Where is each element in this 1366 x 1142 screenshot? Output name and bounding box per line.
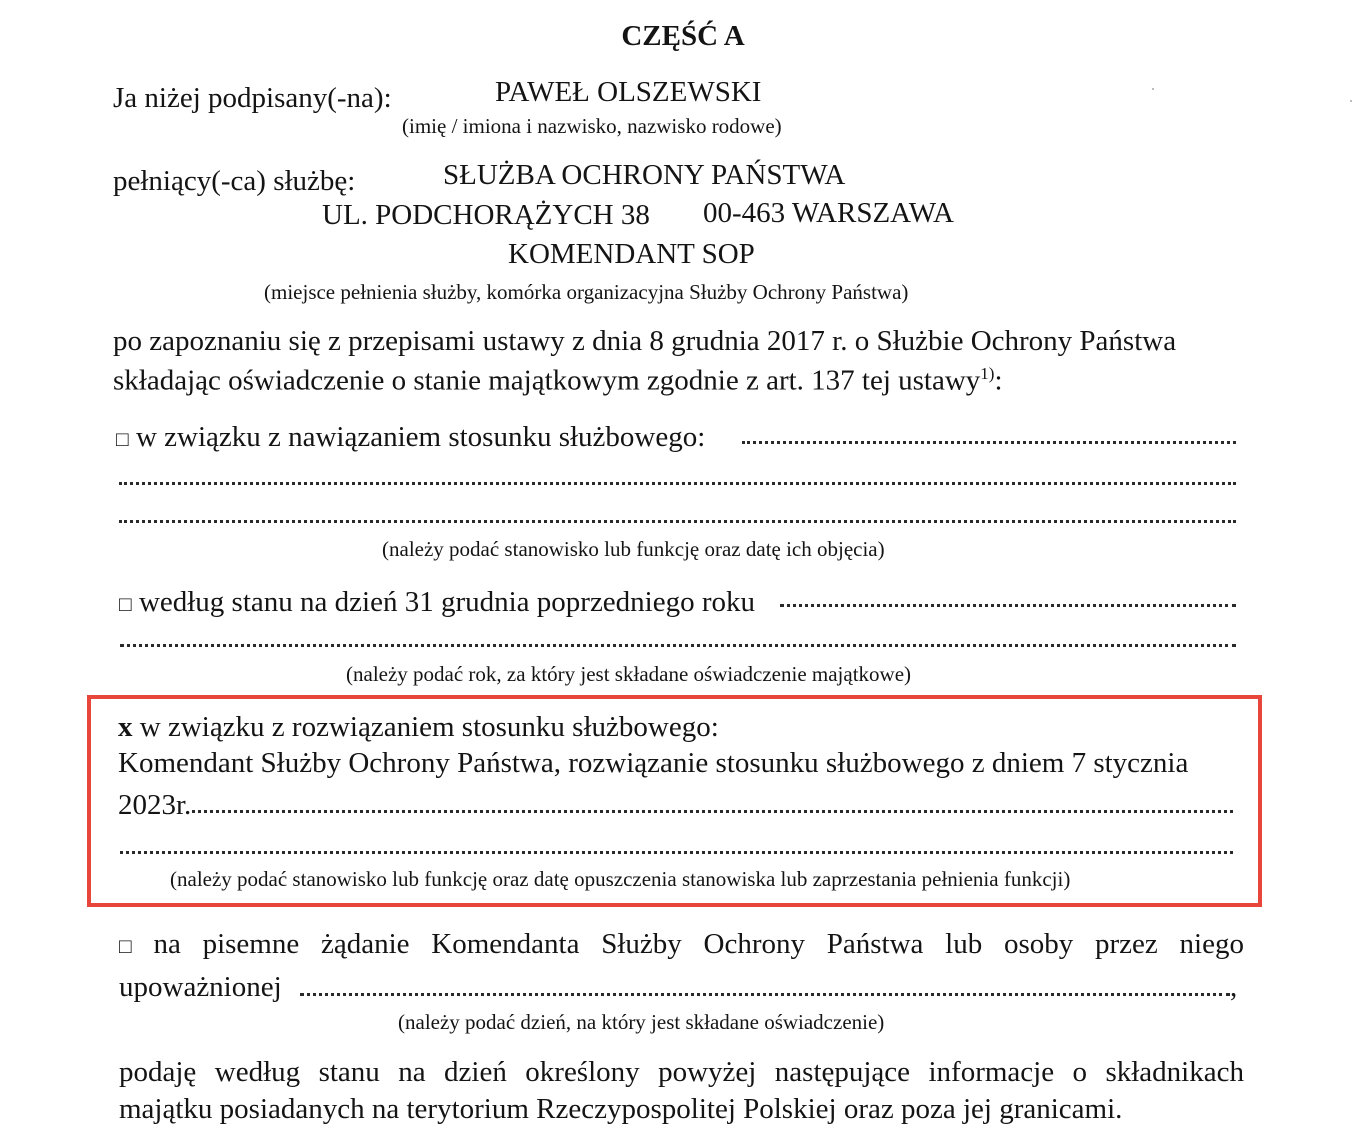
request-comma: , [1230, 971, 1238, 1003]
declarant-label: Ja niżej podpisany(-na): [113, 82, 392, 114]
dotted-line [119, 482, 1236, 485]
declarant-name: PAWEŁ OLSZEWSKI [495, 76, 762, 108]
request-word: żądanie [320, 928, 410, 960]
closing-word: według [214, 1056, 301, 1088]
dotted-line [120, 851, 1233, 854]
option-request [119, 928, 1244, 961]
termination-value-line-1: Komendant Służby Ochrony Państwa, rozwiązanie stosunku służbowego z dniem 7 stycznia [118, 747, 1189, 779]
checkbox-checked-icon: x [118, 711, 133, 743]
option-start-label: w związku z nawiązaniem stosunku służbowego: [135, 421, 706, 453]
dotted-line [119, 520, 1236, 523]
option-year-end-label: według stanu na dzień 31 grudnia poprzedniego roku [138, 586, 756, 618]
service-position: KOMENDANT SOP [508, 238, 755, 270]
intro-colon: : [994, 364, 1003, 397]
request-word: Komendanta [431, 928, 580, 960]
closing-word: stanu [318, 1056, 380, 1088]
service-unit: SŁUŻBA OCHRONY PAŃSTWA [443, 159, 846, 191]
service-caption: (miejsce pełnienia służby, komórka organizacyjna Służby Ochrony Państwa) [264, 280, 909, 304]
request-label-line-2: upoważnionej [119, 971, 282, 1003]
closing-word: określony [525, 1056, 640, 1088]
option-year-end-caption: (należy podać rok, za który jest składane oświadczenie majątkowe) [346, 662, 912, 686]
dotted-line [780, 604, 1236, 607]
option-request-caption: (należy podać dzień, na który jest składane oświadczenie) [398, 1010, 885, 1034]
request-word: przez [1095, 928, 1158, 960]
closing-line-2: majątku posiadanych na terytorium Rzeczypospolitej Polskiej oraz poza jej granicami. [119, 1093, 1123, 1125]
option-start-caption: (należy podać stanowisko lub funkcję oraz datę ich objęcia) [382, 537, 885, 561]
section-title: CZĘŚĆ A [621, 20, 745, 52]
option-start [116, 421, 705, 454]
request-word: Służby [601, 928, 682, 960]
intro-text: składając oświadczenie o stanie majątkowym zgodnie z art. 137 tej ustawy [113, 364, 981, 397]
checkbox-empty-icon: □ [119, 592, 132, 616]
request-word: Państwa [826, 928, 924, 960]
request-word: Ochrony [703, 928, 805, 960]
request-word: pisemne [202, 928, 300, 960]
service-label: pełniący(-ca) służbę: [113, 165, 356, 197]
dotted-line [742, 441, 1236, 444]
scan-speck [1152, 88, 1154, 90]
request-word: osoby [1003, 928, 1074, 960]
checkbox-empty-icon: □ [119, 934, 132, 958]
footnote-ref: 1) [980, 364, 995, 383]
checkbox-empty-icon: □ [116, 427, 129, 451]
scan-speck [1350, 100, 1352, 102]
option-termination-label: w związku z rozwiązaniem stosunku służbowego: [139, 711, 719, 743]
option-year-end [119, 586, 755, 619]
intro-line-2 [113, 364, 1003, 398]
option-termination [118, 711, 719, 744]
closing-word: podaję [119, 1056, 197, 1088]
closing-word: dzień [444, 1056, 507, 1088]
closing-word: następujące [774, 1056, 911, 1088]
closing-word: powyżej [658, 1056, 757, 1088]
option-termination-caption: (należy podać stanowisko lub funkcję oraz datę opuszczenia stanowiska lub zaprzestania pełnienia funkcji) [170, 867, 1071, 891]
intro-line-1: po zapoznaniu się z przepisami ustawy z dnia 8 grudnia 2017 r. o Służbie Ochrony Państwa [113, 325, 1177, 357]
closing-line-1 [119, 1056, 1244, 1089]
request-word: na [153, 928, 181, 960]
closing-word: o [1072, 1056, 1088, 1088]
service-city: 00-463 WARSZAWA [703, 197, 954, 229]
request-word: niego [1179, 928, 1244, 960]
closing-word: składnikach [1105, 1056, 1244, 1088]
dotted-line [300, 993, 1230, 996]
termination-value-line-2: 2023r. [118, 789, 192, 821]
closing-word: informacje [928, 1056, 1055, 1088]
declarant-caption: (imię / imiona i nazwisko, nazwisko rodowe) [402, 114, 782, 138]
service-street: UL. PODCHORĄŻYCH 38 [322, 199, 650, 231]
dotted-line [192, 810, 1233, 813]
closing-word: na [398, 1056, 426, 1088]
dotted-line [120, 644, 1236, 647]
request-word: lub [945, 928, 983, 960]
